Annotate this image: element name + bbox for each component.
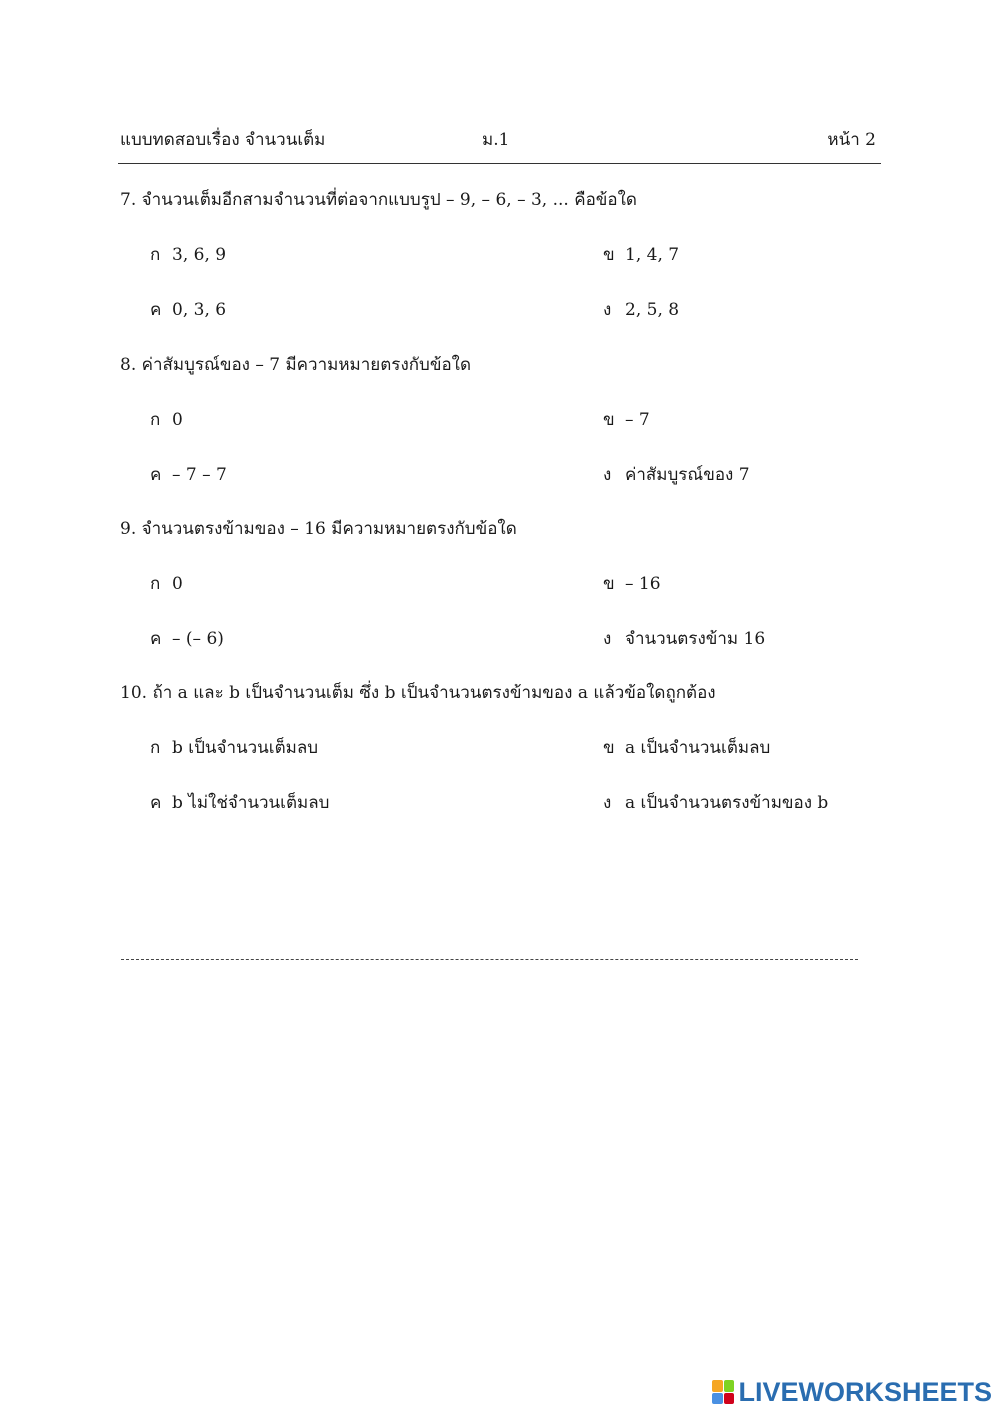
worksheet-title: แบบทดสอบเรื่อง จำนวนเต็ม <box>120 130 326 150</box>
icon-tile <box>724 1393 735 1405</box>
grade-level: ม.1 <box>482 130 510 150</box>
q8-option-a[interactable]: ก 0 <box>150 410 183 430</box>
question-9: 9. จำนวนตรงข้ามของ – 16 มีความหมายตรงกับข้อใด <box>120 519 517 539</box>
end-divider <box>121 959 858 960</box>
q8-option-d[interactable]: ง ค่าสัมบูรณ์ของ 7 <box>603 465 750 485</box>
q7-option-c[interactable]: ค 0, 3, 6 <box>150 300 227 320</box>
q7-option-b[interactable]: ข 1, 4, 7 <box>603 245 680 265</box>
page-number: หน้า 2 <box>827 130 876 150</box>
q8-option-b[interactable]: ข – 7 <box>603 410 650 430</box>
question-10: 10. ถ้า a และ b เป็นจำนวนเต็ม ซึ่ง b เป็นจำนวนตรงข้ามของ a แล้วข้อใดถูกต้อง <box>120 683 716 703</box>
q10-option-a[interactable]: ก b เป็นจำนวนเต็มลบ <box>150 738 319 758</box>
q8-option-c[interactable]: ค – 7 – 7 <box>150 465 227 485</box>
icon-tile <box>724 1380 735 1392</box>
q7-option-d[interactable]: ง 2, 5, 8 <box>603 300 680 320</box>
icon-tile <box>712 1380 723 1392</box>
q10-option-d[interactable]: ง a เป็นจำนวนตรงข้ามของ b <box>603 793 829 813</box>
q9-option-a[interactable]: ก 0 <box>150 574 183 594</box>
brand-name: LIVEWORKSHEETS <box>738 1376 992 1407</box>
q9-option-b[interactable]: ข – 16 <box>603 574 661 594</box>
page-header <box>120 126 880 156</box>
liveworksheets-icon <box>712 1380 734 1404</box>
question-7: 7. จำนวนเต็มอีกสามจำนวนที่ต่อจากแบบรูป – 9, – 6, – 3, ... คือข้อใด <box>120 190 637 210</box>
q7-option-a[interactable]: ก 3, 6, 9 <box>150 245 227 265</box>
header-divider <box>118 163 881 164</box>
icon-tile <box>712 1393 723 1405</box>
q9-option-c[interactable]: ค – (– 6) <box>150 629 224 649</box>
q10-option-b[interactable]: ข a เป็นจำนวนเต็มลบ <box>603 738 771 758</box>
q9-option-d[interactable]: ง จำนวนตรงข้าม 16 <box>603 629 766 649</box>
q10-option-c[interactable]: ค b ไม่ใช่จำนวนเต็มลบ <box>150 793 330 813</box>
liveworksheets-logo <box>712 1377 992 1407</box>
question-8: 8. ค่าสัมบูรณ์ของ – 7 มีความหมายตรงกับข้อใด <box>120 355 471 375</box>
